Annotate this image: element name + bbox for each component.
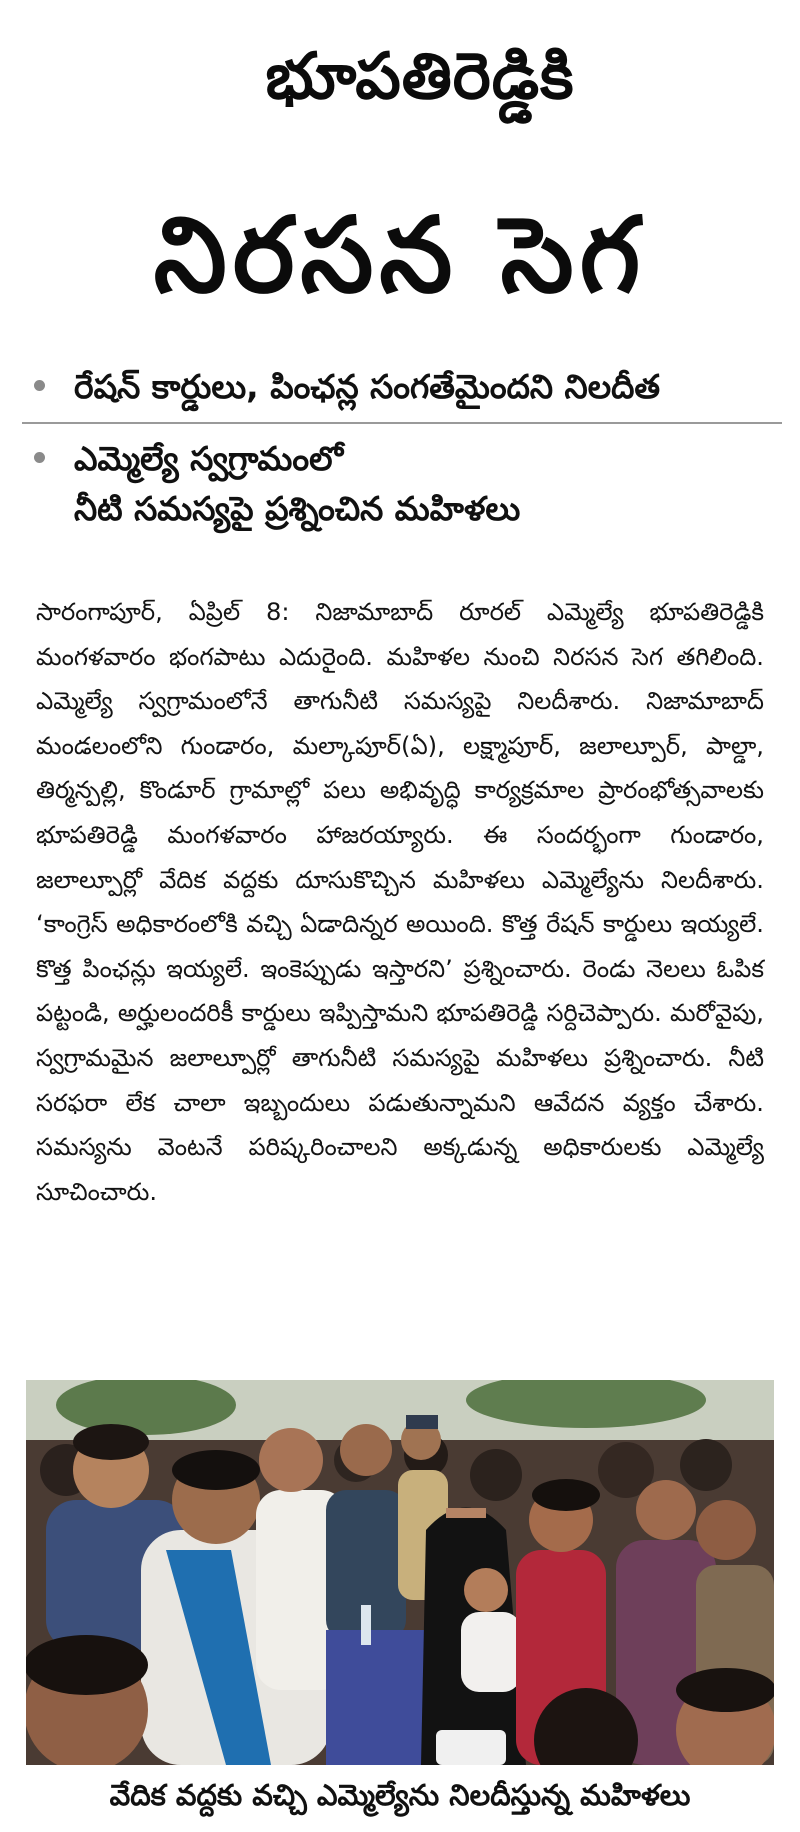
subheadline-item bbox=[22, 362, 782, 424]
subheadline-text-line-1: ఎమ్మెల్యే స్వగ్రామంలో bbox=[74, 439, 344, 478]
subheadline-item bbox=[22, 434, 782, 534]
article-body: సారంగాపూర్, ఏప్రిల్ 8: నిజామాబాద్ రూరల్ ఎమ్మెల్యే భూపతిరెడ్డికి మంగళవారం భంగపాటు ఎదురైంది. మహిళల నుంచి నిరసన సెగ తగిలింది. ఎమ్మెల్యే స్వగ్రామంలోనే తాగునీటి సమస్యపై నిలదీశారు. నిజామాబాద్ మండలంలోని గుండారం, మల్కాపూర్(ఏ), లక్ష్మాపూర్, జలాల్పూర్, పాల్డా, తిర్మన్పల్లి, కొండూర్ గ్రామాల్లో పలు అభివృద్ధి కార్యక్రమాల ప్రారంభోత్సవాలకు భూపతిరెడ్డి మంగళవారం హాజరయ్యారు. ఈ సందర్భంగా గుండారం, జలాల్పూర్లో వేదిక వద్దకు దూసుకొచ్చిన మహిళలు ఎమ్మెల్యేను నిలదీశారు. ‘కాంగ్రెస్ అధికారంలోకి వచ్చి ఏడాదిన్నర అయింది. కొత్త రేషన్ కార్డులు ఇయ్యలే. కొత్త పింఛన్లు ఇయ్యలే. ఇంకెప్పుడు ఇస్తారని’ ప్రశ్నించారు. రెండు నెలలు ఓపిక పట్టండి, అర్హులందరికీ కార్డులు ఇప్పిస్తామని భూపతిరెడ్డి సర్దిచెప్పారు. మరోవైపు, స్వగ్రామమైన జలాల్పూర్లో తాగునీటి సమస్యపై మహిళలు ప్రశ్నించారు. నీటి సరఫరా లేక చాలా ఇబ్బందులు పడుతున్నామని ఆవేదన వ్యక్తం చేశారు. సమస్యను వెంటనే పరిష్కరించాలని అక్కడున్న అధికారులకు ఎమ్మెల్యే సూచించారు. bbox=[36, 598, 764, 1206]
bullet-icon bbox=[34, 380, 45, 391]
bullet-icon bbox=[34, 452, 45, 463]
news-photo-crowd-icon bbox=[26, 1380, 774, 1765]
subheadline-text: రేషన్ కార్డులు, పింఛన్ల సంగతేమైందని నిలదీత bbox=[74, 367, 661, 406]
headline-line-1: భూపతిరెడ్డికి bbox=[265, 40, 575, 114]
subheadline-text-line-2: నీటి సమస్యపై ప్రశ్నించిన మహిళలు bbox=[74, 489, 521, 528]
photo-caption: వేదిక వద్దకు వచ్చి ఎమ్మెల్యేను నిలదీస్తున్న మహిళలు bbox=[109, 1778, 691, 1812]
subheadline-list bbox=[22, 362, 782, 534]
headline-line-2: నిరసన సెగ bbox=[153, 194, 647, 316]
news-photo bbox=[26, 1380, 774, 1765]
